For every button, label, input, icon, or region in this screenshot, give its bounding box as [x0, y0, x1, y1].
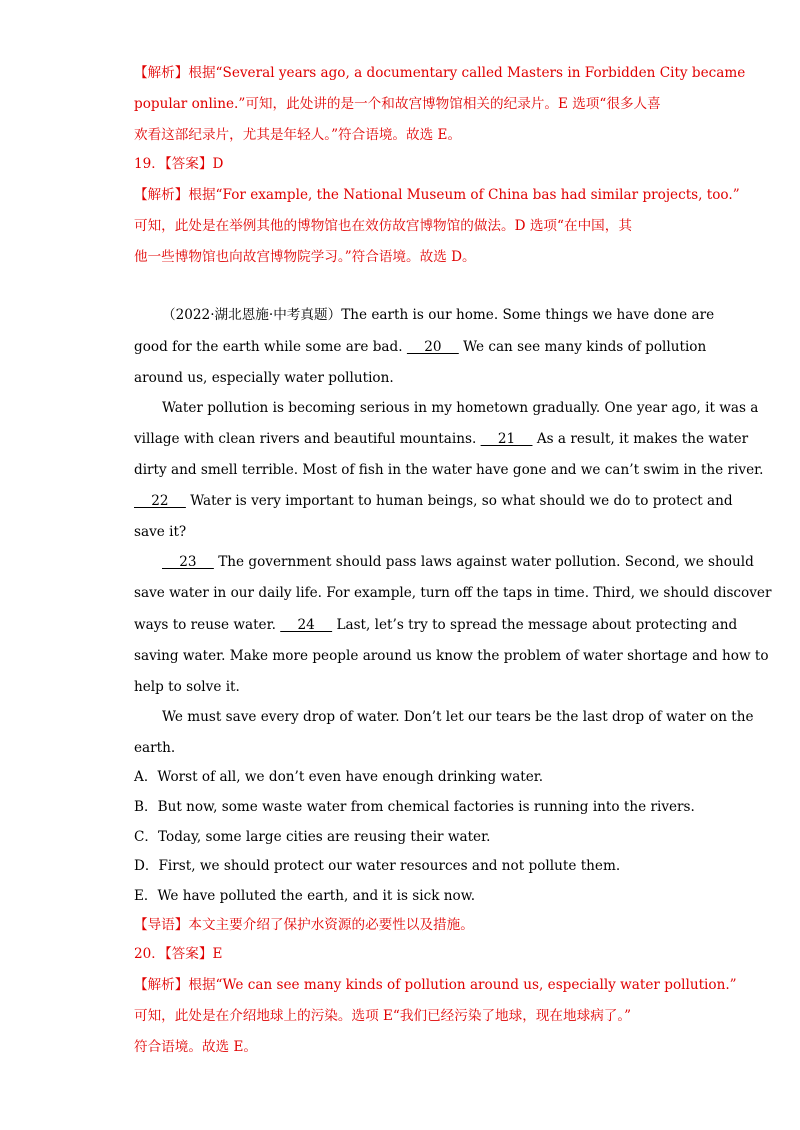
option-e: E．We have polluted the earth, and it is sick now. — [134, 888, 476, 904]
passage-line-5: village with clean rivers and beautiful mountains. 21 As a result, it makes the water — [134, 431, 749, 447]
passage-line-15: earth. — [134, 740, 176, 756]
passage-line-13: help to solve it. — [134, 679, 240, 695]
option-b: B．But now, some waste water from chemical factories is running into the rivers. — [134, 799, 695, 815]
option-d: D．First, we should protect our water resources and not pollute them. — [134, 858, 621, 874]
passage-line-7: 22 Water is very important to human beings, so what should we do to protect and — [134, 493, 733, 509]
passage-line-6: dirty and smell terrible. Most of fish in the water have gone and we can’t swim in the river. — [134, 462, 764, 478]
passage-line-9: 23 The government should pass laws against water pollution. Second, we should — [162, 554, 754, 570]
passage-line-3: around us, especially water pollution. — [134, 370, 394, 386]
answer-19: 19．【答案】D — [134, 156, 224, 172]
passage-line-14: We must save every drop of water. Don’t let our tears be the last drop of water on the — [162, 709, 754, 725]
passage-line-11: ways to reuse water. 24 Last, let’s try to spread the message about protecting and — [134, 617, 738, 633]
blank-24: 24 — [280, 617, 333, 633]
passage-line-2: good for the earth while some are bad. 20 We can see many kinds of pollution — [134, 339, 707, 355]
passage-line-10: save water in our daily life. For example, turn off the taps in time. Third, we should discover — [134, 585, 772, 601]
passage-line-4: Water pollution is becoming serious in my hometown gradually. One year ago, it was a — [162, 400, 759, 416]
analysis-19-line-1: 【解析】根据“For example, the National Museum of China bas had similar projects, too.” — [134, 187, 740, 203]
analysis-19-line-2: 可知，此处是在举例其他的博物馆也在效仿故宫博物馆的做法。D 选项“在中国，其 — [134, 218, 632, 234]
analysis-18-line-2: popular online.”可知，此处讲的是一个和故宫博物馆相关的纪录片。E 选项“很多人喜 — [134, 96, 661, 112]
analysis-20-line-3: 符合语境。故选 E。 — [134, 1039, 257, 1055]
passage-line-12: saving water. Make more people around us know the problem of water shortage and how to — [134, 648, 769, 664]
analysis-18-line-1: 【解析】根据“Several years ago, a documentary called Masters in Forbidden City became — [134, 65, 746, 81]
analysis-20-line-2: 可知，此处是在介绍地球上的污染。选项 E“我们已经污染了地球，现在地球病了。” — [134, 1008, 632, 1024]
analysis-20-line-1: 【解析】根据“We can see many kinds of pollution around us, especially water pollution.” — [134, 977, 737, 993]
option-c: C．Today, some large cities are reusing their water. — [134, 829, 491, 845]
passage-source: （2022·湖北恩施·中考真题） — [162, 307, 342, 323]
answer-20: 20．【答案】E — [134, 946, 223, 962]
option-a: A．Worst of all, we don’t even have enough drinking water. — [134, 769, 544, 785]
blank-20: 20 — [406, 339, 459, 355]
passage-line-1: （2022·湖北恩施·中考真题）The earth is our home. Some things we have done are — [162, 307, 715, 323]
analysis-18-line-3: 欢看这部纪录片，尤其是年轻人。”符合语境。故选 E。 — [134, 127, 462, 143]
blank-22: 22 — [134, 493, 186, 509]
blank-21: 21 — [480, 431, 533, 447]
guide-text: 【导语】本文主要介绍了保护水资源的必要性以及措施。 — [134, 917, 474, 933]
blank-23: 23 — [162, 554, 214, 570]
analysis-19-line-3: 他一些博物馆也向故宫博物院学习。”符合语境。故选 D。 — [134, 249, 476, 265]
passage-line-8: save it? — [134, 524, 187, 540]
